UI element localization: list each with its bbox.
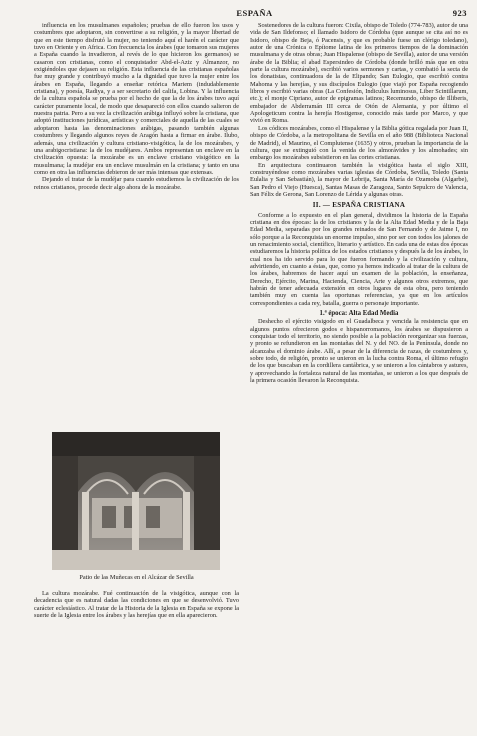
- courtyard-photo: [52, 432, 220, 570]
- left-column-lower: [34, 590, 239, 720]
- paragraph: influencia en los musulmanes españoles; pruebas de ello fueron los usos y costumbres que adoptaron, sin convertirse a su religión, y la mayor libertad de que en este tiempo disfrutó la mujer, no teniendo aquí el harén el carácter que tuvo en Oriente y en Africa. Con frecuencia los árabes (que tomaron sus mujeres a España cuando la invadieron, al revés de lo que hicieron los germanos) se casaron con cristianas, como el conquistador Abd-el-Aziz y Almanzor, no exigiéndoles que dejasen su religión. Esta influencia de las cristianas españolas fue muy grande y contribuyó mucho a la dignidad que tuvo la mujer entre los árabes en España, llegando a enseñar retórica Mariem (indudablemente cristiana), y poesía, Radiya, y a ser secretario del califa, Lobina. Y la influencia de la cultura española se prueba por el hecho de que la de los árabes tuvo aquí carácter puramente local, de modo que desapareció con ellos cuando salieron de nuestra patria. Pero a su vez la civilización arábiga influyó sobre la cristiana, que adoptó instituciones jurídicas, artísticas y comerciales de aquella de las cuales se adoptaron hasta las denominaciones arábigas, pasando también algunas costumbres y llegando algunos reyes de Aragón hasta a firmar en árabe. Ilubo, además, una civilización y cultura cristiano-visigótica, la de los mozárabes, y una arabigocristiana: la de los mudéjares. Ambos representan un enclave en la civilización opuesta: la mozárabe es un enclave cristiano visigótico en la musulmana; la mudéjar era un enclave musulmán en la cristiana; y tanto en una como en otra las influencias debieron de ser más intensas que extensas.: [34, 22, 239, 176]
- right-column: [250, 22, 468, 727]
- section-heading: II. — ESPAÑA CRISTIANA: [312, 201, 406, 210]
- paragraph: Los códices mozárabes, como el Hispalense y la Biblia gótica regalada por Juan II, obispo de Córdoba, a la metropolitana de Sevilla en el año 988 (Biblioteca Nacional de Madrid), el Maurino, el Complutense (1635) y otros, prueban la importancia de la cultura, que se extinguió con la venida de los almorávides y los almohades; sin embargo los mozárabes subsistieron en las cortes cristianas.: [250, 124, 468, 162]
- paragraph: Dejando el tratar de la mudéjar para cuando estudiemos la civilización de los reinos cristianos, procede decir algo ahora de la mozárabe.: [34, 176, 239, 191]
- paragraph: La cultura mozárabe. Fué continuación de la visigótica, aunque con la decadencia que es natural dadas las condiciones en que se desenvolvió. Tuvo carácter eclesiástico. Al tratar de la Historia de la Iglesia en España se expone la suerte de la Iglesia entre los árabes y las herejías que en ella aparecieron.: [34, 590, 239, 620]
- subsection-heading: 1.ª época: Alta Edad Media: [319, 310, 399, 318]
- photo-caption: Patio de las Muñecas en el Alcázar de Sevilla: [79, 574, 194, 581]
- page-title: ESPAÑA: [236, 8, 273, 18]
- page-header: [42, 8, 467, 20]
- paragraph: Sostenedores de la cultura fueron: Cixila, obispo de Toledo (774-783), autor de una vida de San Ildefonso; el llamado Isidoro de Córdoba (que aunque se cita así no es Isidoro, obispo de Beja, ó Pacensis, y que es probable fuese un clérigo toledano), autor de una Crónica o Epítome latina de los primeros tiempos de la dominación musulmana y de otras obras; Juan Hispalense (obispo de Sevilla), autor de una versión árabe de la Biblia; el abad Espersindeo de Córdoba (donde brilló más que en otra parte la cultura mozárabe), escribió varios sermones y cartas, y combatió la secta de los donatistas, continuadora de la de Elipando; San Eulogio, que escribió contra Mahoma y las herejías, y sus discípulos Eulogio (que viajó por España recogiendo libros y escribió varias obras (La Confesión, Indiculus luminosus, Liber Scintillarum, etc.); el monje Cipriano, autor de epigramas latinos; Recemundo, obispo de Illiberis, embajador de Abderramán III cerca de Otón de Alemania, y por último el Apologeticum contra la herejía Hostigense, conocido más tarde por Marco, y que vivió en Roma.: [250, 22, 468, 125]
- arch-courtyard-image: [52, 432, 220, 570]
- page-number: 923: [452, 8, 467, 18]
- left-column: [34, 22, 239, 430]
- paragraph: Deshecho el ejército visigodo en el Guadalbeca y vencida la resistencia que en algunos puntos ofrecieron godos e hispanorromanos, los árabes se dispusieron a conquistar todo el territorio, no siendo posible a la población reorganizar sus fuerzas, y pronto se refundieron en las montañas del N. y del NO. de la Península, donde no alcanzaba el dominio árabe. Allí, a pesar de la diferencia de razas, de costumbres y, sobre todo, de religión, pronto se unieron en la lucha contra Roma, el último refugio de los que buscaban en la cordillera cantábrica, y se unieron a los cántabros y astures, y aprovechando la fortaleza natural de las montañas, se unieron a los que después de la primera ocasión llevaron la Reconquista.: [250, 318, 468, 385]
- paragraph: En arquitectura continuaron también la visigótica hasta el siglo XIII, construyéndose como mozárabes varias iglesias de Córdoba, Sevilla, Toledo (Santa Eulalia y San Sebastián), la mayor de Lebrija, Santa María de Ozamoba (Algarbe), San Pedro el Viejo (Huesca), Santas Masas de Zaragoza, Santo Sepulcro de Valencia, San Félix de Gerona, San Lorenzo de Lérida y algunas otras.: [250, 161, 468, 198]
- paragraph: Conforme a lo expuesto en el plan general, dividimos la historia de la España cristiana en dos épocas: la de los cristianos y la de la Alta Edad Media y de la Baja Edad Media, separadas por los grandes reinados de San Fernando y de Jaime I, no sólo porque a la Reconquista un enorme impulso, sino por ser con todos los jalones de un renacimiento social, científico, literario y artístico. En cada una de estas dos épocas estudiaremos la historia política de los estados cristianos y después la de los árabes, lo cual nos ha ido servido para lo que fueron formando y la civilización y cultura, advirtiendo, en cuanto a éstas, que, como ya hemos indicado al tratar de la cultura de los árabes, habremos de hacer aquí un examen de la población, la enseñanza, Derecho, Ejército, Marina, Hacienda, Ciencia, Arte y algunos otros extremos, que habrán de tener adecuada extensión en otros lugares de esta obra, pero teniendo también muy en cuenta las oportunas referencias, ya que en los artículos correspondientes a cada rey, batalla, guerra o personaje importante.: [250, 211, 468, 307]
